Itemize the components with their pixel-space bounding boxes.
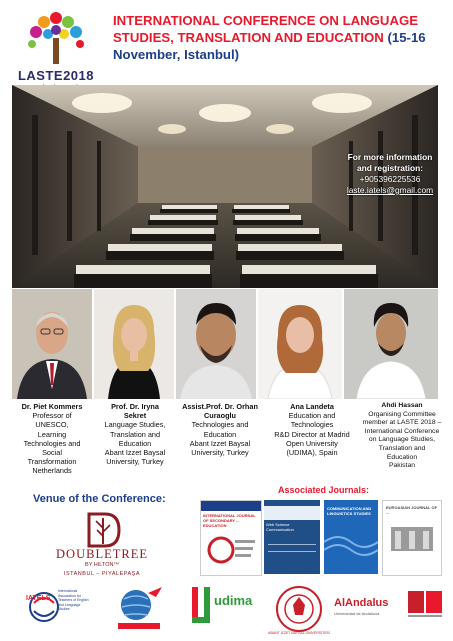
bio-line: UNESCO, <box>35 420 69 430</box>
speaker-bio-4 <box>264 402 360 457</box>
info-heading-2: and registration: <box>356 163 424 173</box>
bio-line: International Conference <box>364 427 440 435</box>
bio-line: Technologies <box>290 420 334 430</box>
bio-line: Abant Izzet Baysal <box>189 438 251 448</box>
bio-line: R&D Director at Madrid <box>274 429 350 439</box>
info-phone[interactable]: +905396225536 <box>359 174 421 184</box>
bio-line: Professor of <box>32 411 72 421</box>
speaker-name: Dr. Piet Kommers <box>21 402 83 411</box>
bio-line: Technologies and <box>191 420 249 430</box>
iatels-logo[interactable] <box>26 583 90 633</box>
bio-line: Social <box>42 448 62 458</box>
bio-line: (UDIMA), Spain <box>286 448 338 458</box>
globe-eagle-icon <box>112 583 166 633</box>
conference-dates: (15-16 November, Istanbul) <box>113 30 426 62</box>
udima-emblem-icon <box>190 583 214 627</box>
speaker-name: Curaoglu <box>203 411 237 421</box>
speaker-photo-2 <box>94 289 174 399</box>
speaker-bio-1 <box>8 402 96 476</box>
speaker-photo-1 <box>12 289 92 399</box>
speaker-bio-5 <box>354 402 450 471</box>
bio-line: Education and <box>288 411 336 421</box>
bio-line: member at LASTE 2018 – <box>362 419 442 427</box>
journal-graphic-icon <box>201 530 261 570</box>
abant-university-logo[interactable] <box>268 583 330 633</box>
bio-line: Translation and <box>109 429 161 439</box>
registration-info <box>335 152 445 196</box>
bio-line: Pakistan <box>388 462 416 470</box>
speaker-name: Prof. Dr. Iryna <box>111 402 159 411</box>
tree-logo-icon <box>24 8 88 66</box>
bio-line: University, Turkey <box>191 448 249 458</box>
journal-cover-4[interactable] <box>382 500 442 576</box>
bio-line: Education <box>118 438 152 448</box>
journal-wave-icon <box>324 522 378 562</box>
speaker-photo-5 <box>344 289 438 399</box>
journal-title: Web Science Communication <box>266 522 294 532</box>
bio-line: Translation and <box>378 444 426 452</box>
journals-title: Associated Journals: <box>278 485 370 495</box>
speaker-name: Sekret <box>123 411 147 421</box>
book-icon <box>404 583 448 623</box>
partner-book-logo[interactable] <box>404 583 448 633</box>
bio-line: Transformation <box>27 457 77 467</box>
journal-title: COMMUNICATION AND LINGUISTICS STUDIES <box>327 506 372 516</box>
doubletree-subtitle: BY HILTON™ <box>85 562 119 568</box>
journal-cover-2[interactable] <box>264 500 320 574</box>
journal-building-icon <box>383 519 441 559</box>
speaker-photo-4 <box>258 289 342 399</box>
doubletree-logo-icon <box>58 511 148 551</box>
speaker-name: Assist.Prof. Dr. Orhan <box>182 402 258 411</box>
alandalus-label: AlAndalus <box>334 597 389 609</box>
iatels-subtitle: International Association for Teachers of English and Language Studies <box>58 589 89 611</box>
speaker-photo-3 <box>176 289 256 399</box>
speaker-bio-2 <box>92 402 178 466</box>
udima-label: udima <box>214 593 253 608</box>
iatels-label: IATELS <box>26 595 51 602</box>
partner-globe-logo[interactable] <box>112 583 166 633</box>
abant-seal-icon <box>268 583 330 635</box>
speaker-name: Ahdi Hassan <box>381 402 423 409</box>
bio-line: Open University <box>286 438 338 448</box>
conference-title <box>113 12 449 63</box>
bio-line: Abant Izzet Baysal <box>104 448 166 458</box>
bio-line: Education <box>386 453 418 461</box>
speaker-photos <box>12 289 438 399</box>
bio-line: Netherlands <box>32 466 72 476</box>
info-heading-1: For more information <box>347 152 433 162</box>
journal-title: EUROASIAN JOURNAL OF ... <box>386 505 438 515</box>
bio-line: on Language Studies, <box>368 436 436 444</box>
speaker-name: Ana Landeta <box>290 402 334 411</box>
bio-line: Learning <box>37 429 67 439</box>
bio-line: Technologies and <box>23 438 81 448</box>
journal-cover-1[interactable] <box>200 500 262 576</box>
conference-title-text: INTERNATIONAL CONFERENCE ON LANGUAGE STUDIES, TRANSLATION AND EDUCATION <box>113 13 419 45</box>
bio-line: Language Studies, <box>104 420 166 430</box>
venue-location: ISTANBUL – PIYALEPAŞA <box>63 571 141 577</box>
udima-logo[interactable] <box>190 583 253 633</box>
journal-title: INTERNATIONAL JOURNAL OF SECONDARY ... EDUCATION <box>203 513 256 528</box>
alandalus-logo[interactable] <box>334 583 400 633</box>
doubletree-wordmark: DOUBLETREE <box>56 547 148 561</box>
bio-line: Education <box>203 429 237 439</box>
bio-line: Organising Committee <box>368 410 436 418</box>
bio-line: University, Turkey <box>106 457 164 467</box>
info-email[interactable]: laste.iatels@gmail.com <box>346 185 434 195</box>
logo-title: LASTE2018 <box>17 68 95 83</box>
speaker-bio-3 <box>172 402 268 457</box>
abant-label: ABANT İZZET BAYSAL ÜNİVERSİTESİ <box>268 631 330 635</box>
journal-cover-3[interactable] <box>324 500 378 574</box>
alandalus-subtitle: Universidad de Andalucía <box>334 611 380 616</box>
venue-title: Venue of the Conference: <box>33 493 166 505</box>
